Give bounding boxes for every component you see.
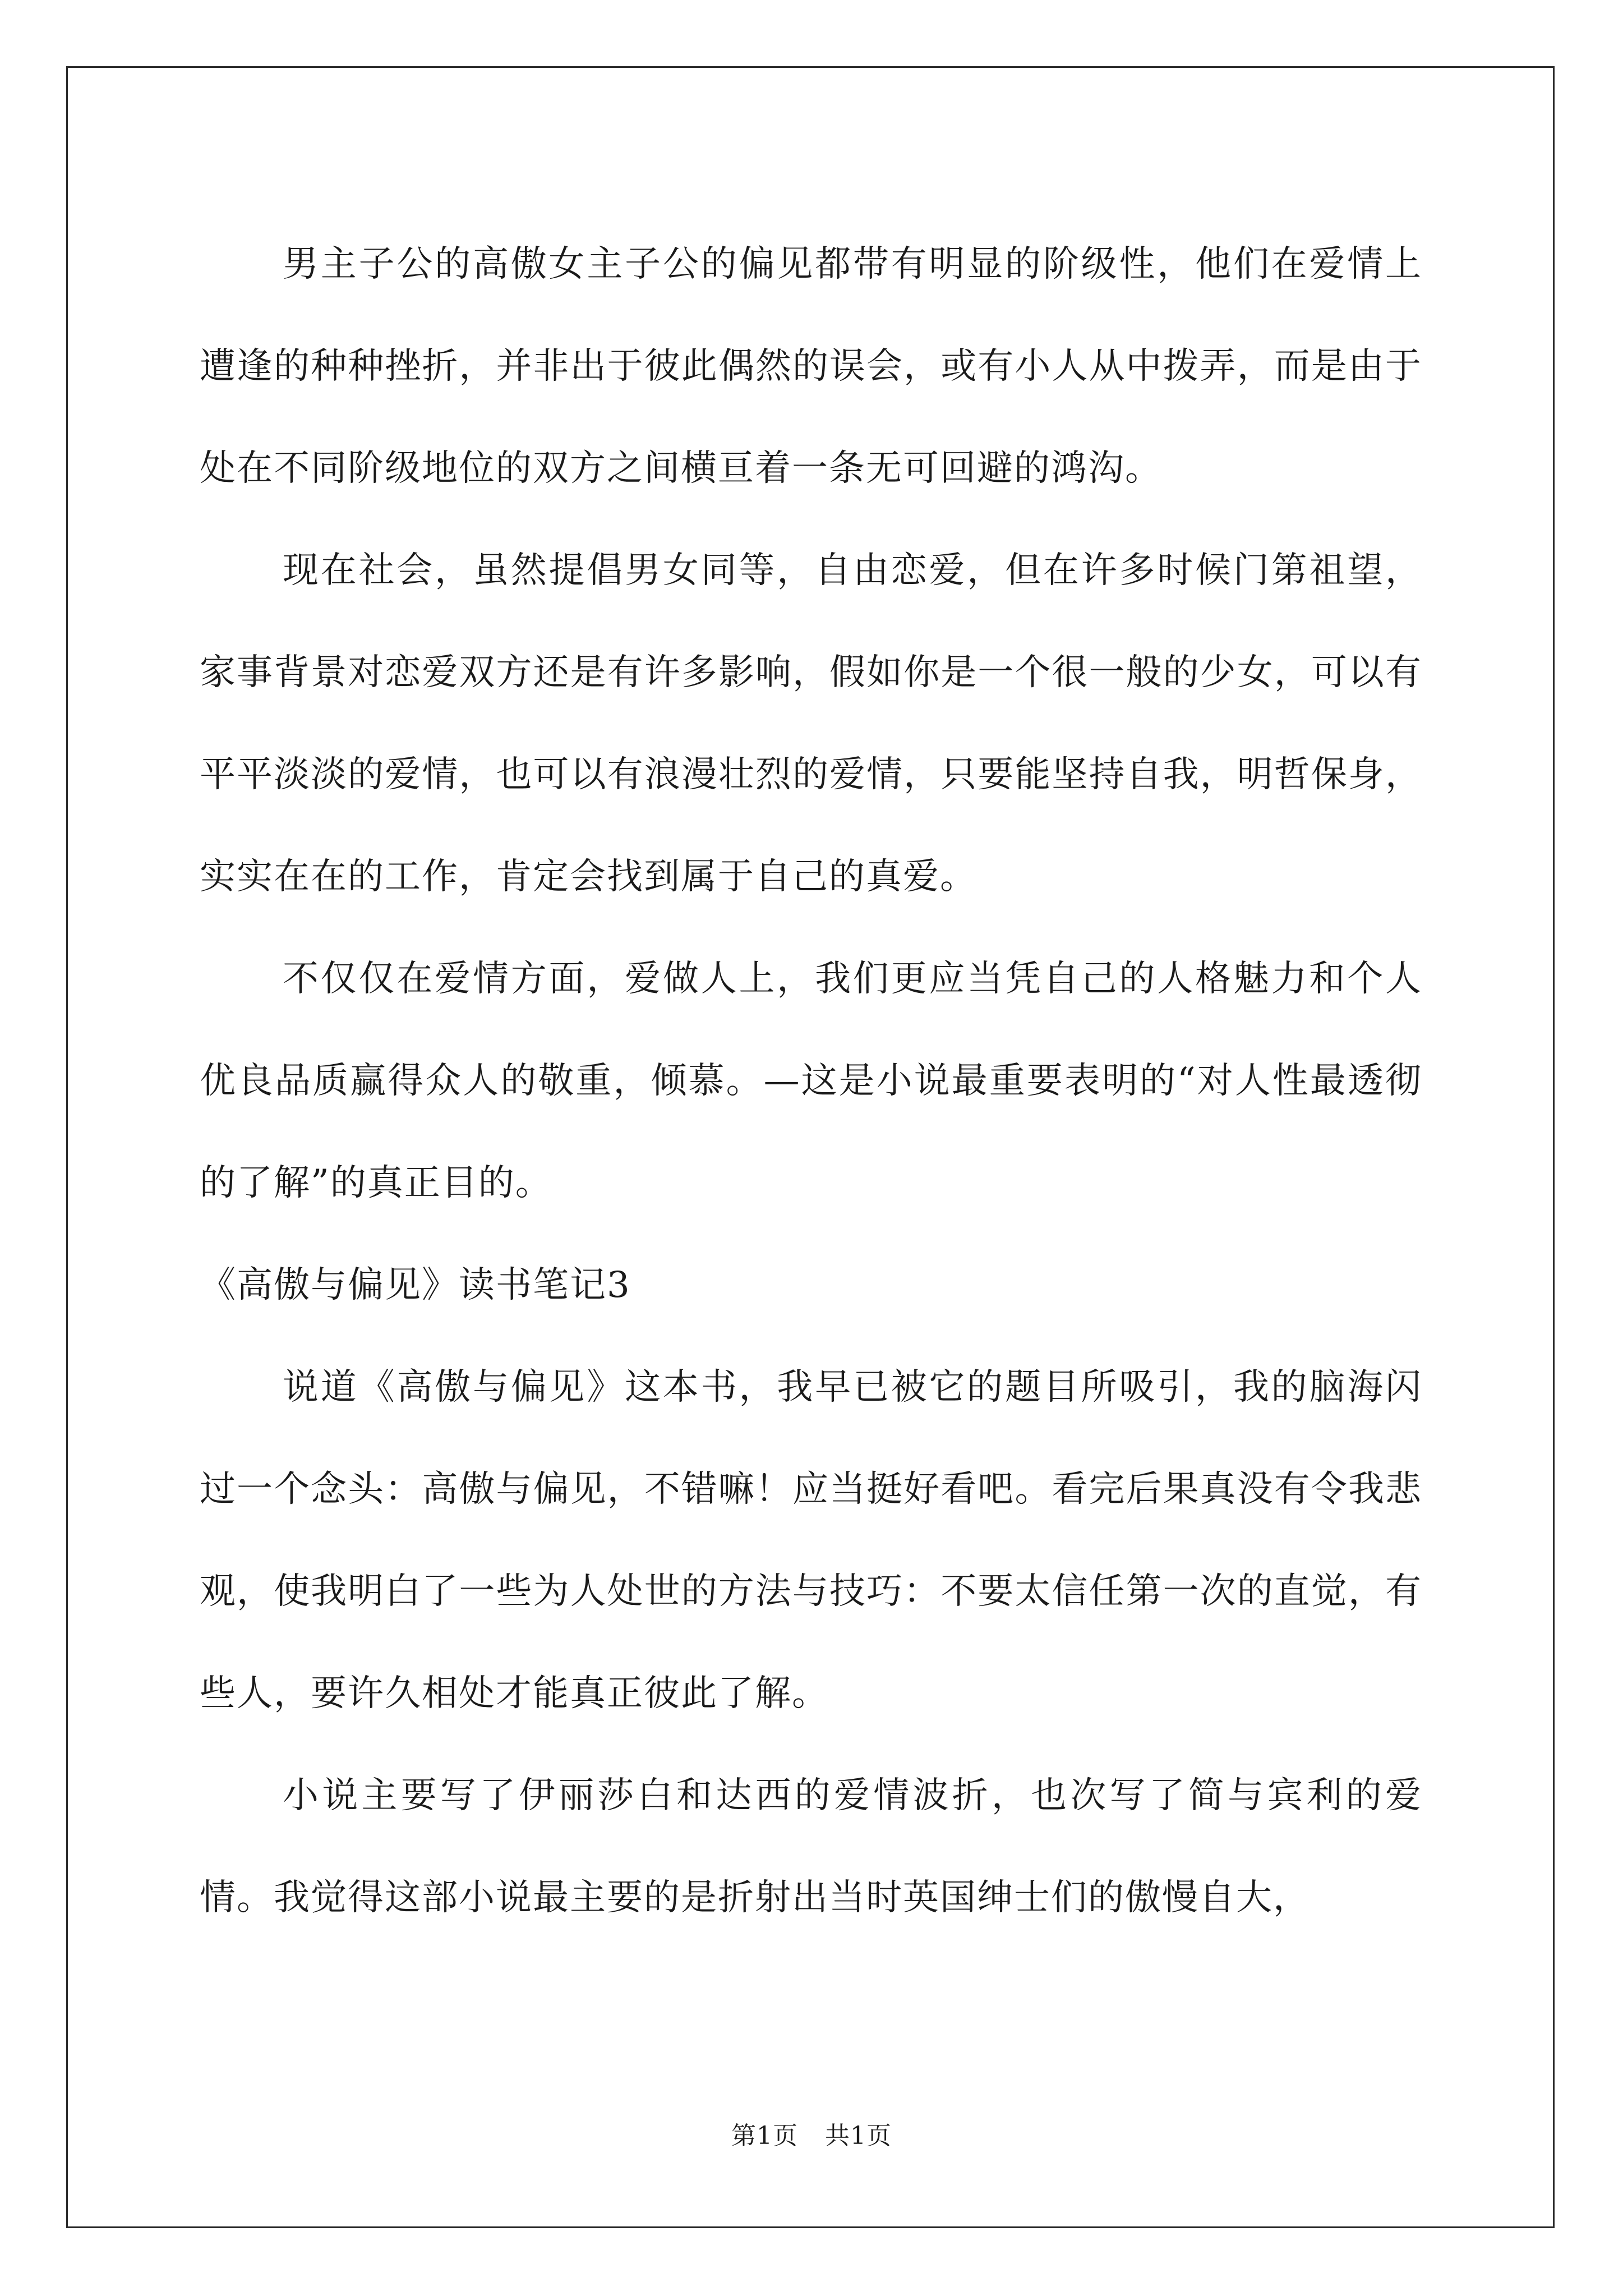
page-number-current: 第1页: [731, 2122, 798, 2150]
paragraph: 不仅仅在爱情方面，爱做人上，我们更应当凭自己的人格魅力和个人优良品质赢得众人的敬重，倾慕。—这是小说最重要表明的“对人性最透彻的了解”的真正目的。: [200, 958, 1422, 1204]
paragraph: 现在社会，虽然提倡男女同等，自由恋爱，但在许多时候门第祖望，家事背景对恋爱双方还是有许多影响，假如你是一个很一般的少女，可以有平平淡淡的爱情，也可以有浪漫壮烈的爱情，只要能坚持自我，明哲保身，实实在在的工作，肯定会找到属于自己的真爱。: [200, 550, 1422, 898]
section-heading: 《高傲与偏见》读书笔记3: [200, 1264, 631, 1306]
paragraph: 小说主要写了伊丽莎白和达西的爱情波折，也次写了简与宾利的爱情。我觉得这部小说最主要的是折射出当时英国绅士们的傲慢自大，: [200, 1775, 1422, 1918]
document-body: [200, 213, 1422, 1949]
paragraph: 男主子公的高傲女主子公的偏见都带有明显的阶级性，他们在爱情上遭逢的种种挫折，并非出于彼此偶然的误会，或有小人从中拨弄，而是由于处在不同阶级地位的双方之间横亘着一条无可回避的鸿沟。: [200, 243, 1422, 489]
paragraph: 说道《高傲与偏见》这本书，我早已被它的题目所吸引，我的脑海闪过一个念头：高傲与偏见，不错嘛！应当挺好看吧。看完后果真没有令我悲观，使我明白了一些为人处世的方法与技巧：不要太信任第一次的直觉，有些人，要许久相处才能真正彼此了解。: [200, 1366, 1422, 1714]
page-number-total: 共1页: [825, 2122, 892, 2150]
page-footer: [0, 2119, 1623, 2153]
